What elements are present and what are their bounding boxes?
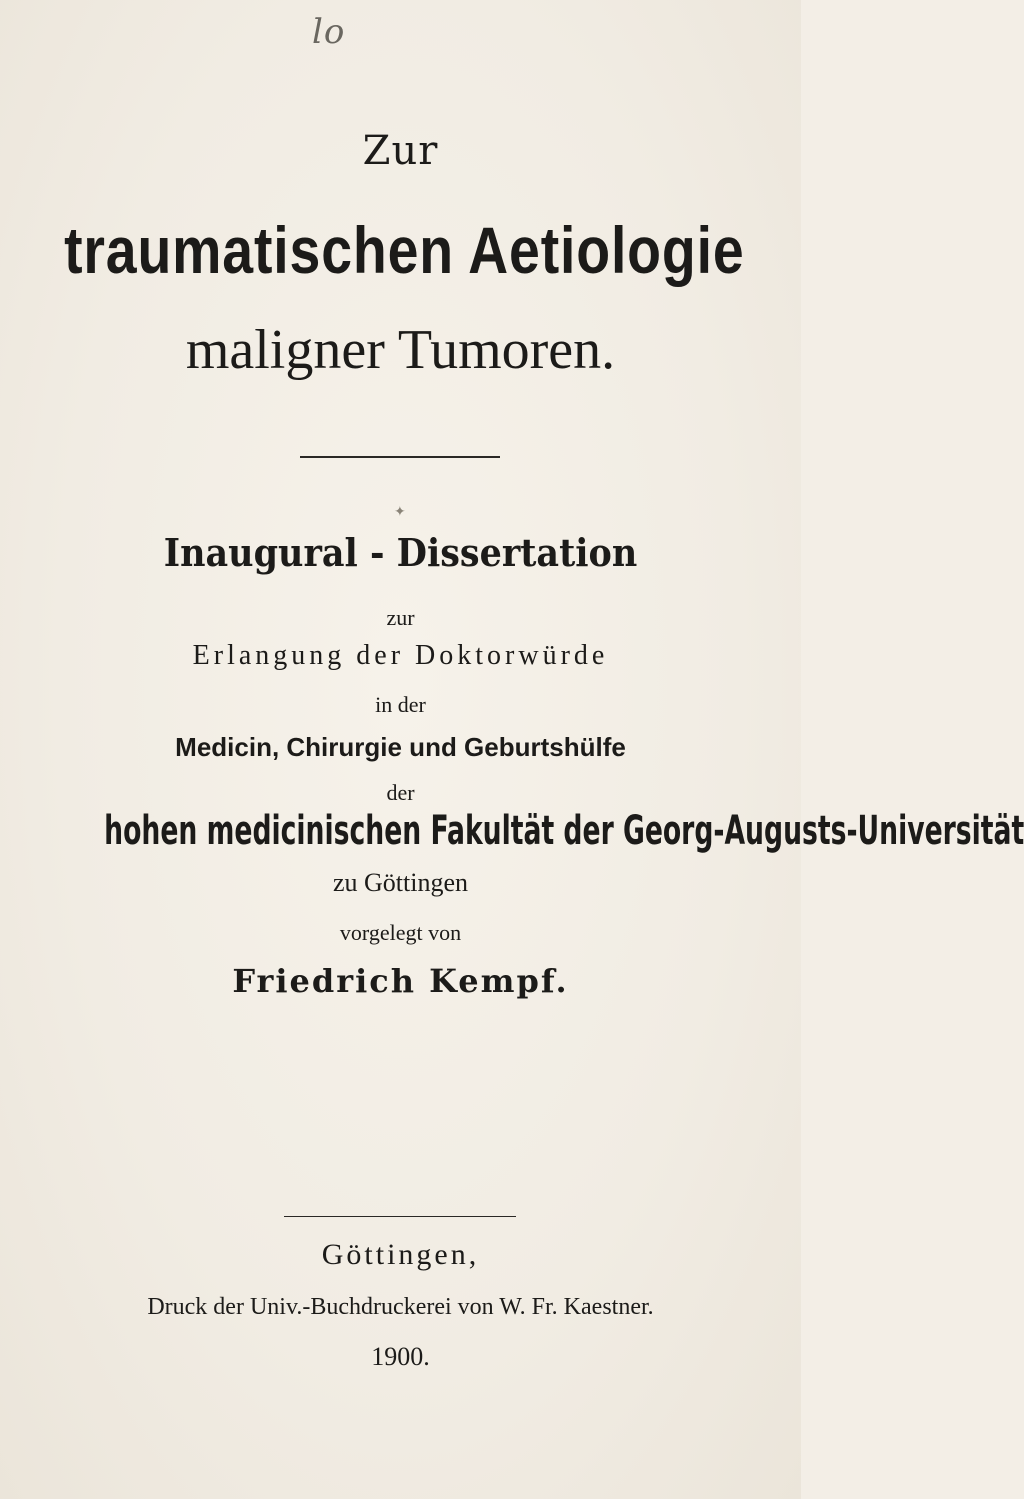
divider-rule-bottom bbox=[284, 1216, 516, 1217]
title-line-2: maligner Tumoren. bbox=[185, 319, 616, 381]
imprint-year: 1900. bbox=[371, 1342, 430, 1371]
title-line-1: traumatischen Aetiologie bbox=[64, 213, 745, 287]
handwritten-mark: lo bbox=[312, 12, 346, 52]
text-presented-by: vorgelegt von bbox=[339, 920, 462, 945]
text-faculty: hohen medicinischen Fakultät der Georg-Augusts-Universität bbox=[104, 808, 1024, 854]
text-fields: Medicin, Chirurgie und Geburtshülfe bbox=[175, 732, 626, 762]
text-erlangung: Erlangung der Doktorwürde bbox=[192, 640, 609, 671]
author-name: Friedrich Kempf. bbox=[232, 962, 569, 1000]
text-zur: zur bbox=[386, 605, 415, 630]
text-der: der bbox=[386, 780, 415, 805]
divider-rule bbox=[300, 456, 500, 458]
imprint-printer: Druck der Univ.-Buchdruckerei von W. Fr. Kaestner. bbox=[147, 1294, 654, 1320]
ornament-dot: ✦ bbox=[394, 505, 406, 520]
imprint-city: Göttingen, bbox=[321, 1238, 480, 1271]
dissertation-heading: Inaugural - Dissertation bbox=[163, 530, 638, 575]
text-in-der: in der bbox=[375, 692, 426, 717]
text-place: zu Göttingen bbox=[332, 868, 469, 897]
title-prefix: Zur bbox=[362, 128, 439, 174]
